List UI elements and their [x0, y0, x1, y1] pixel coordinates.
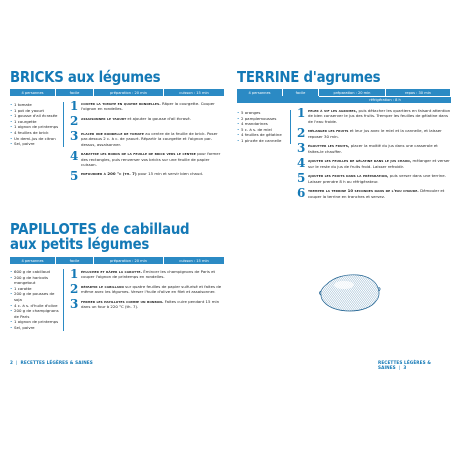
step-text: éplucher et râper la carotte. Émincer les champignons de Paris et couper l'oignon de printemps en rondelles.	[81, 269, 216, 280]
steps-list	[70, 101, 224, 186]
ingredient: • 2 pamplemousses	[237, 116, 288, 122]
step-text: ajouter les feuilles de gélatine dans le jus chaud, mélanger et verser sur le reste du jus de fruits froid. Laisser refroidir.	[308, 158, 450, 169]
ingredient: • 1 pincée de cannelle	[237, 138, 288, 144]
rest-time: repos : 30 min	[386, 89, 451, 96]
ingredient: • 200 g de pousses de soja	[10, 291, 61, 302]
prep-time: préparation : 20 min	[319, 89, 386, 96]
step-number: 4	[297, 156, 306, 171]
step-text: fermer les papillotes comme un bonbon. Faites cuire pendant 15 min dans un four à 220 °C (th. 7).	[81, 299, 220, 310]
step-number: 1	[297, 106, 306, 120]
step-number: 2	[70, 282, 79, 296]
step-text: égoutter les fruits, placer la moitié du jus dans une casserole et faites-le chauffer.	[308, 143, 438, 154]
step-text: mélanger les fruits et leur jus avec le miel et la cannelle, et laisser reposer 30 min.	[308, 128, 442, 139]
step-text: tremper la terrine 10 secondes dans de l'eau chaude. Démouler et couper la terrine en tranches et servez.	[308, 188, 445, 199]
step	[297, 128, 451, 139]
ingredient: • 1 carotte	[10, 286, 61, 292]
info-bar	[10, 257, 224, 264]
step-text: enfourner à 200 °c (th. 7) pour 15 min et servir bien chaud.	[81, 171, 204, 177]
section-name: RECETTES LÉGÈRES & SAINES	[20, 360, 93, 365]
info-bar	[237, 89, 451, 103]
ingredient: • Sel, poivre	[10, 141, 61, 147]
ingredient: • 5 c. à s. de miel	[237, 127, 288, 133]
step-text: répartir le cabillaud sur quatre feuilles de papier sulfurisé et faites de même avec les légumes. Verser l'huile d'olive en filet et assaisonner.	[81, 284, 222, 295]
step-number: 6	[297, 186, 306, 201]
ingredient: • 200 g de champignons de Paris	[10, 308, 61, 319]
step	[70, 299, 224, 310]
info-bar	[10, 89, 224, 96]
step	[297, 188, 451, 199]
recipe-title: PAPILLOTES de cabillaud	[10, 220, 190, 238]
step	[70, 116, 224, 127]
step-number: 3	[70, 297, 79, 311]
ingredient: • 5 oranges	[237, 110, 288, 116]
step	[70, 171, 224, 182]
step-number: 3	[297, 141, 306, 156]
step	[297, 173, 451, 184]
recipe-terrine	[237, 68, 451, 201]
prep-time: préparation : 20 min	[94, 89, 164, 96]
ingredient: • 1 oignon de printemps	[10, 319, 61, 325]
step-text: rabattre les bords de la feuille de brick vers le centre pour former des rectangles, puis renverser vos bricks sur une feuille de papier cuisson.	[81, 151, 221, 168]
step-text: peler à vif les agrumes, puis détacher les quartiers en faisant attention de bien conserver le jus des fruits. Tremper les feuilles de gélatine dans de l'eau froide.	[308, 108, 451, 124]
ingredient: • 200 g de haricots mangetout	[10, 275, 61, 286]
page-footer-left: 2 | RECETTES LÉGÈRES & SAINES	[10, 360, 93, 365]
steps-list	[70, 269, 224, 314]
step	[70, 284, 224, 295]
cook-time: cuisson : 15 min	[179, 258, 209, 263]
ingredient: • Sel, poivre	[10, 325, 61, 331]
ingredient: • 1 courgette	[10, 119, 61, 125]
steps-list	[297, 108, 451, 203]
info-blank	[283, 96, 319, 103]
ingredient: • 4 mandarines	[237, 121, 288, 127]
step-number: 2	[297, 126, 306, 141]
ingredient: • 600 g de cabillaud	[10, 269, 61, 275]
step	[70, 269, 224, 280]
step-number: 1	[70, 267, 79, 281]
step-text: assaisonner le yaourt et ajouter la gousse d'ail écrasé.	[81, 116, 191, 121]
step	[70, 101, 224, 112]
recipe-title: TERRINE d'agrumes	[237, 68, 381, 86]
step-number: 2	[70, 114, 79, 128]
page-number: 2	[10, 360, 14, 365]
ingredients-list	[10, 269, 64, 331]
step	[297, 108, 451, 124]
ingredient: • Un demi-jus de citron	[10, 136, 61, 142]
step-number: 1	[70, 99, 79, 113]
lemon-illustration	[318, 270, 382, 314]
step-text: couper la tomate en quatre rondelles. Râper la courgette. Couper l'oignon en rondelles.	[81, 101, 215, 112]
servings: 4 personnes	[237, 89, 283, 96]
ingredient: • 1 tomate	[10, 102, 61, 108]
ingredient: • 1 oignon de printemps	[10, 124, 61, 130]
step-number: 5	[297, 171, 306, 186]
step-number: 3	[70, 129, 79, 143]
step-number: 4	[70, 149, 79, 164]
difficulty: facile	[283, 89, 319, 96]
step	[70, 151, 224, 167]
step	[297, 158, 451, 169]
difficulty: facile	[56, 89, 94, 96]
step-text: ajouter les fruits dans la préparation, puis verser dans une terrine. Laisser prendre 8 h au réfrigérateur.	[308, 173, 446, 184]
ingredients-list	[237, 110, 291, 144]
info-blank	[237, 96, 283, 103]
ingredient: • 4 feuilles de brick	[10, 130, 61, 136]
recipe-title: BRICKS aux légumes	[10, 68, 161, 86]
servings: 4 personnes	[10, 257, 56, 264]
ingredient: • 4 feuilles de gélatine	[237, 132, 288, 138]
page-footer-right: RECETTES LÉGÈRES & SAINES | 3	[378, 360, 431, 370]
ingredient: • 4 c. à s. d'huile d'olive	[10, 303, 61, 309]
recipe-title-line2: aux petits légumes	[10, 235, 150, 253]
page-number: 3	[403, 365, 407, 370]
difficulty: facile	[56, 257, 94, 264]
section-name: RECETTES LÉGÈRES & SAINES	[378, 360, 431, 370]
servings: 4 personnes	[10, 89, 56, 96]
step-text: placer une rondelle de tomate au centre de la feuille de brick. Poser par-dessus 2 c. à c. de yaourt. Répartir la courgette et l'oignon par-dessus, assaisonner.	[81, 131, 218, 147]
step	[70, 131, 224, 147]
ingredient: • 1 pot de yaourt	[10, 108, 61, 114]
ingredient: • 1 gousse d'ail écrasée	[10, 113, 61, 119]
refrigeration-time: réfrigération : 8 h	[319, 96, 451, 103]
recipe-papillotes	[10, 220, 224, 330]
cook-time: cuisson : 15 min	[179, 90, 209, 95]
prep-time: préparation : 20 min	[94, 257, 164, 264]
step-number: 5	[70, 169, 79, 184]
ingredients-list	[10, 102, 64, 147]
recipe-bricks	[10, 68, 224, 184]
step	[297, 143, 451, 154]
